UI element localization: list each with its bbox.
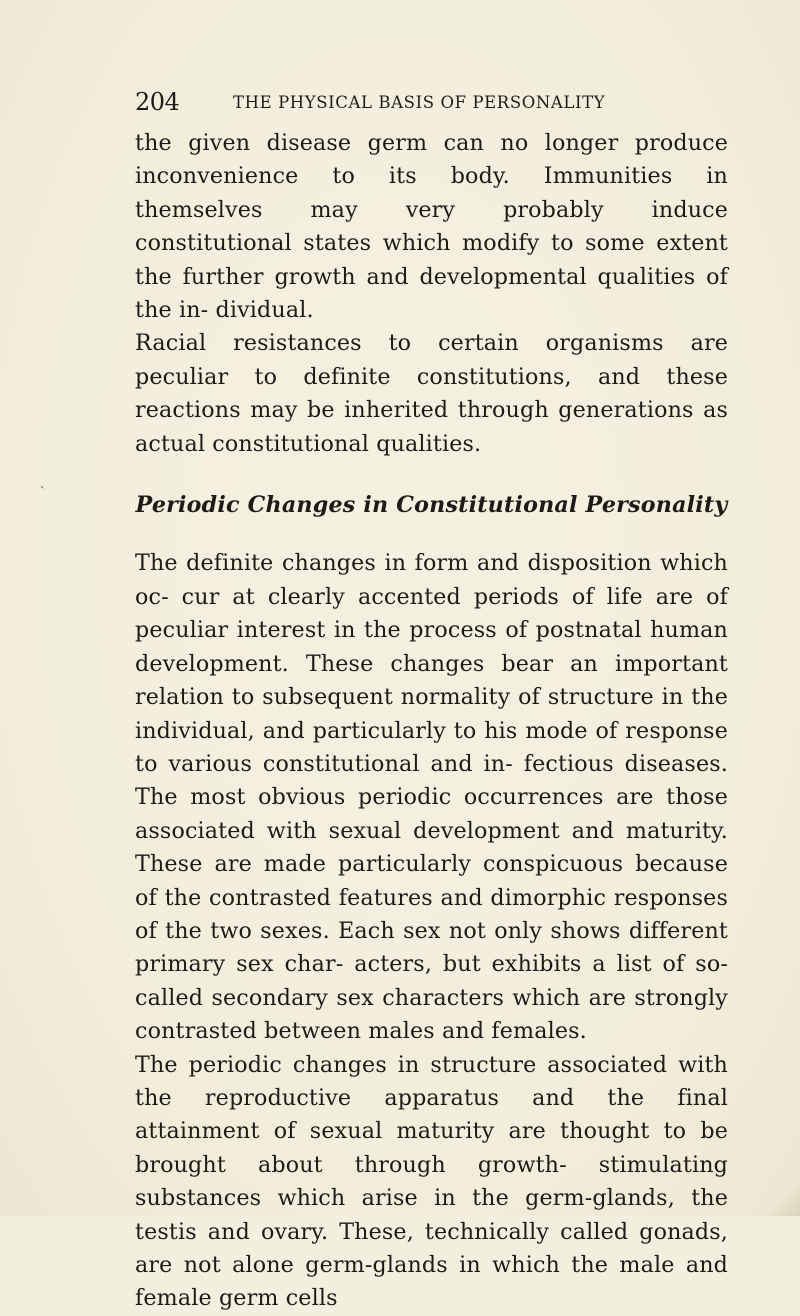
body-text bbox=[135, 127, 728, 1316]
section-heading: Periodic Changes in Constitutional Personality bbox=[135, 492, 728, 519]
margin-pencil-mark: ˏ bbox=[40, 475, 45, 490]
paragraph-definite-changes: The definite changes in form and disposition which oc- cur at clearly accented periods of life are of peculiar interest in the process of postnatal human development. These changes bear an important relation to subsequent normality of structure in the individual, and particularly to his mode of response to various constitutional and in- fectious diseases. The most obvious periodic occurrences are those associated with sexual development and maturity. These are made particularly conspicuous because of the contrasted features and dimorphic responses of the two sexes. Each sex not only shows different primary sex char- acters, but exhibits a list of so-called secondary sex characters which are strongly contrasted between males and females. bbox=[135, 550, 728, 1045]
paragraph-continued: the given disease germ can no longer produce inconvenience to its body. Immunities in themselves may very probably induce constitutional states which modify to some extent the further growth and developmental qualities of the in- dividual. bbox=[135, 130, 728, 324]
page-corner-shadow bbox=[760, 1176, 800, 1216]
paragraph-racial-resistances: Racial resistances to certain organisms are peculiar to definite constitutions, and these reactions may be inherited through generations as actual constitutional qualities. bbox=[135, 330, 728, 457]
page-header bbox=[135, 88, 665, 118]
paragraph-periodic-changes: The periodic changes in structure associated with the reproductive apparatus and the final attainment of sexual maturity are thought to be brought about through growth- stimulating substances which arise in the germ-glands, the testis and ovary. These, technically called gonads, are not alone germ-glands in which the male and female germ cells bbox=[135, 1051, 728, 1312]
running-head: THE PHYSICAL BASIS OF PERSONALITY bbox=[233, 93, 606, 112]
page-number: 204 bbox=[135, 88, 180, 116]
